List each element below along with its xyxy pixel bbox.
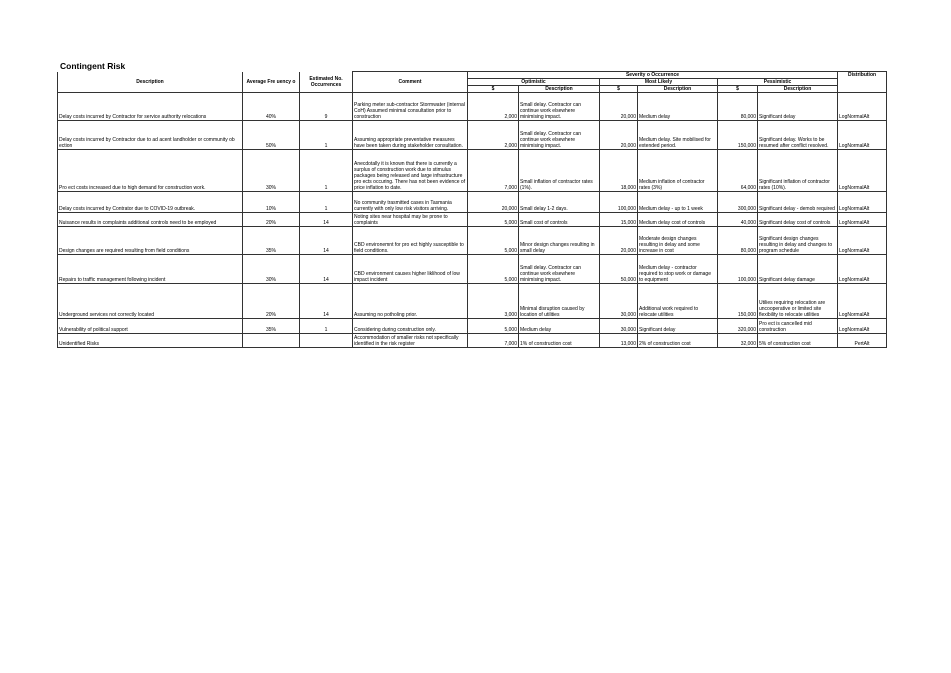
- pessimistic-cost: 32,000: [718, 334, 758, 348]
- risk-description: Design changes are required resulting from field conditions: [58, 227, 243, 255]
- distribution: LogNormalAlt: [838, 150, 887, 192]
- pessimistic-description: 5% of construction cost: [758, 334, 838, 348]
- risk-frequency: 20%: [243, 213, 300, 227]
- distribution: LogNormalAlt: [838, 255, 887, 284]
- risk-occurrences: 1: [300, 121, 353, 150]
- risk-frequency: 30%: [243, 150, 300, 192]
- header-distribution: Distribution: [838, 72, 887, 93]
- distribution: LogNormalAlt: [838, 319, 887, 334]
- pessimistic-description: Utilies requiring relocation are uncooperative or limited site flexibility to relocate utilities: [758, 284, 838, 319]
- pessimistic-description: Significant design changes resulting in delay and changes to program schedule: [758, 227, 838, 255]
- header-pessimistic: Pessimistic: [718, 79, 838, 86]
- optimistic-description: Small cost of controls: [519, 213, 600, 227]
- header-ml-cost: $: [600, 86, 638, 93]
- optimistic-cost: 3,000: [468, 284, 519, 319]
- table-row: [58, 150, 887, 192]
- optimistic-description: Small delay 1-2 days.: [519, 192, 600, 213]
- pessimistic-cost: 64,000: [718, 150, 758, 192]
- table-row: [58, 284, 887, 319]
- header-opt-description: Description: [519, 86, 600, 93]
- risk-occurrences: 14: [300, 284, 353, 319]
- optimistic-description: Minor design changes resulting in small delay: [519, 227, 600, 255]
- most-likely-description: Medium delay. Site mobilised for extended period.: [638, 121, 718, 150]
- most-likely-cost: 20,000: [600, 93, 638, 121]
- distribution: PertAlt: [838, 334, 887, 348]
- table-row: [58, 213, 887, 227]
- distribution: LogNormalAlt: [838, 93, 887, 121]
- optimistic-cost: 2,000: [468, 121, 519, 150]
- most-likely-description: Medium delay - up to 1 week: [638, 192, 718, 213]
- risk-comment: Considering during construction only.: [353, 319, 468, 334]
- risk-frequency: 35%: [243, 227, 300, 255]
- header-opt-cost: $: [468, 86, 519, 93]
- risk-comment: Accommodation of smaller risks not specifically identified in the risk register: [353, 334, 468, 348]
- contingent-risk-table: [57, 71, 887, 348]
- pessimistic-cost: 150,000: [718, 284, 758, 319]
- table-row: [58, 121, 887, 150]
- distribution: LogNormalAlt: [838, 213, 887, 227]
- risk-frequency: [243, 334, 300, 348]
- risk-occurrences: 9: [300, 93, 353, 121]
- header-most-likely: Most Likely: [600, 79, 718, 86]
- optimistic-description: Small inflation of contractor rates (1%).: [519, 150, 600, 192]
- most-likely-cost: 20,000: [600, 121, 638, 150]
- risk-description: Nuisance results in complaints additional controls need to be employed: [58, 213, 243, 227]
- table-row: [58, 192, 887, 213]
- header-severity: Severity o Occurrence: [468, 72, 838, 79]
- page-title: Contingent Risk: [60, 61, 126, 71]
- most-likely-description: Medium inflation of contractor rates (3%): [638, 150, 718, 192]
- most-likely-description: Additional work required to relocate utilities: [638, 284, 718, 319]
- table-row: [58, 93, 887, 121]
- risk-description: Underground services not correctly located: [58, 284, 243, 319]
- risk-description: Delay costs incurred by Contrator due to COVID-19 outbreak.: [58, 192, 243, 213]
- risk-occurrences: [300, 334, 353, 348]
- risk-comment: Assuming no potholing prior.: [353, 284, 468, 319]
- risk-frequency: 35%: [243, 319, 300, 334]
- header-avg-frequency: Average Fre uency o: [243, 72, 300, 93]
- optimistic-cost: 5,000: [468, 213, 519, 227]
- most-likely-description: Medium delay: [638, 93, 718, 121]
- pessimistic-description: Significant delay cost of controls: [758, 213, 838, 227]
- pessimistic-description: Significant delay - demob required: [758, 192, 838, 213]
- optimistic-description: 1% of construction cost: [519, 334, 600, 348]
- risk-description: Delay costs incurred by Contractor due to ad acent landholder or community ob ection: [58, 121, 243, 150]
- pessimistic-description: Pro ect is cancelled mid construction: [758, 319, 838, 334]
- risk-occurrences: 1: [300, 150, 353, 192]
- distribution: LogNormalAlt: [838, 192, 887, 213]
- most-likely-cost: 30,000: [600, 319, 638, 334]
- risk-occurrences: 14: [300, 227, 353, 255]
- header-ml-description: Description: [638, 86, 718, 93]
- risk-occurrences: 14: [300, 213, 353, 227]
- risk-frequency: 10%: [243, 192, 300, 213]
- optimistic-description: Small delay. Contractor can continue work elsewhere minimising impact.: [519, 93, 600, 121]
- risk-occurrences: 1: [300, 192, 353, 213]
- pessimistic-description: Significant delay: [758, 93, 838, 121]
- optimistic-cost: 5,000: [468, 255, 519, 284]
- table-row: [58, 319, 887, 334]
- risk-description: Vulnerability of political support: [58, 319, 243, 334]
- most-likely-cost: 15,000: [600, 213, 638, 227]
- header-description: Description: [58, 72, 243, 93]
- header-pes-cost: $: [718, 86, 758, 93]
- pessimistic-cost: 40,000: [718, 213, 758, 227]
- risk-comment: Parking meter sub-contractor Stormwater (internal CoH) Assumed minimal consultation prior to construction: [353, 93, 468, 121]
- optimistic-description: Small delay. Contractor can continue work elsewhere minimising impact.: [519, 255, 600, 284]
- risk-description: Unidentified Risks: [58, 334, 243, 348]
- most-likely-cost: 100,000: [600, 192, 638, 213]
- most-likely-description: Moderate design changes resulting in delay and some increase in cost: [638, 227, 718, 255]
- most-likely-cost: 13,000: [600, 334, 638, 348]
- risk-comment: Anecdotally it is known that there is currently a surplus of construction work due to stimulus packages being released and large infrastructure pro ects occuring. There has not been evidence of price inflation to date.: [353, 150, 468, 192]
- optimistic-cost: 2,000: [468, 93, 519, 121]
- most-likely-description: Medium delay cost of controls: [638, 213, 718, 227]
- most-likely-description: Medium delay - contractor required to stop work or damage to equipment: [638, 255, 718, 284]
- risk-comment: CBD environemnt for pro ect highly susceptible to field conditions.: [353, 227, 468, 255]
- risk-occurrences: 1: [300, 319, 353, 334]
- optimistic-description: Minimal disruption caused by location of utilities: [519, 284, 600, 319]
- pessimistic-description: Significant inflation of contractor rates (10%).: [758, 150, 838, 192]
- risk-description: Delay costs incurred by Contractor for service authority relocations: [58, 93, 243, 121]
- most-likely-cost: 30,000: [600, 284, 638, 319]
- optimistic-cost: 7,000: [468, 150, 519, 192]
- risk-comment: Noting sites near hospital may be prone to complaints: [353, 213, 468, 227]
- risk-comment: Assuming appropriate preventative measures have been taken during stakeholder consultation.: [353, 121, 468, 150]
- distribution: LogNormalAlt: [838, 284, 887, 319]
- pessimistic-cost: 100,000: [718, 255, 758, 284]
- distribution: LogNormalAlt: [838, 121, 887, 150]
- optimistic-cost: 20,000: [468, 192, 519, 213]
- most-likely-description: Significant delay: [638, 319, 718, 334]
- risk-frequency: 50%: [243, 121, 300, 150]
- distribution: LogNormalAlt: [838, 227, 887, 255]
- risk-frequency: 20%: [243, 284, 300, 319]
- optimistic-cost: 7,000: [468, 334, 519, 348]
- header-pes-description: Description: [758, 86, 838, 93]
- pessimistic-description: Significant delay. Works to be resumed after conflict resolved.: [758, 121, 838, 150]
- pessimistic-cost: 80,000: [718, 93, 758, 121]
- risk-comment: No community trasmitted cases in Tasmania currently with only low risk visitors arriving.: [353, 192, 468, 213]
- most-likely-cost: 18,000: [600, 150, 638, 192]
- table-row: [58, 334, 887, 348]
- pessimistic-cost: 320,000: [718, 319, 758, 334]
- table-row: [58, 227, 887, 255]
- header-estimated-occurrences: Estimated No. Occurrences: [300, 72, 353, 93]
- most-likely-cost: 20,000: [600, 227, 638, 255]
- pessimistic-cost: 300,000: [718, 192, 758, 213]
- optimistic-cost: 5,000: [468, 227, 519, 255]
- optimistic-description: Medium delay: [519, 319, 600, 334]
- risk-comment: CBD environment causes higher liklihood of low impact incident: [353, 255, 468, 284]
- most-likely-description: 2% of construction cost: [638, 334, 718, 348]
- header-comment: Comment: [353, 72, 468, 93]
- risk-description: Pro ect costs increased due to high demand for construction work.: [58, 150, 243, 192]
- most-likely-cost: 50,000: [600, 255, 638, 284]
- optimistic-cost: 5,000: [468, 319, 519, 334]
- table-row: [58, 255, 887, 284]
- risk-description: Repairs to traffic management following incident: [58, 255, 243, 284]
- risk-occurrences: 14: [300, 255, 353, 284]
- pessimistic-description: Significant delay damage: [758, 255, 838, 284]
- pessimistic-cost: 150,000: [718, 121, 758, 150]
- risk-frequency: 30%: [243, 255, 300, 284]
- header-optimistic: Optimistic: [468, 79, 600, 86]
- pessimistic-cost: 80,000: [718, 227, 758, 255]
- optimistic-description: Small delay. Contractor can continue work elsewhere minimising impact.: [519, 121, 600, 150]
- risk-frequency: 40%: [243, 93, 300, 121]
